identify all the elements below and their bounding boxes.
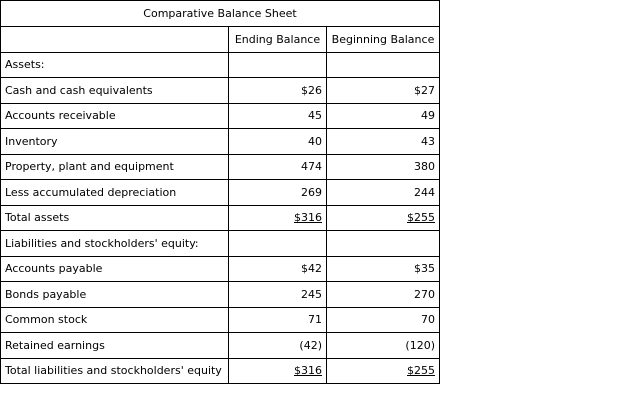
- ending-balance-cell: 45: [229, 103, 327, 129]
- row-label: Total assets: [1, 205, 229, 231]
- table-row: [1, 231, 440, 257]
- beginning-balance-cell: 244: [327, 180, 440, 206]
- ending-total-value: $316: [294, 364, 322, 378]
- beginning-balance-cell: [327, 52, 440, 78]
- row-label: Accounts payable: [1, 256, 229, 282]
- table-row: [1, 129, 440, 155]
- beginning-total-value: $255: [407, 211, 435, 225]
- beginning-balance-cell: [327, 205, 440, 231]
- ending-balance-cell: 269: [229, 180, 327, 206]
- ending-balance-cell: [229, 52, 327, 78]
- title-row: [1, 1, 440, 27]
- row-label: Accounts receivable: [1, 103, 229, 129]
- table-row: [1, 180, 440, 206]
- table-row: [1, 307, 440, 333]
- ending-balance-cell: [229, 205, 327, 231]
- beginning-balance-cell: 380: [327, 154, 440, 180]
- table-row: [1, 52, 440, 78]
- header-row: [1, 27, 440, 53]
- ending-balance-cell: 245: [229, 282, 327, 308]
- beginning-balance-cell: 270: [327, 282, 440, 308]
- table-row: [1, 333, 440, 359]
- row-label: Inventory: [1, 129, 229, 155]
- table-row: [1, 78, 440, 104]
- row-label: Less accumulated depreciation: [1, 180, 229, 206]
- beginning-balance-cell: [327, 231, 440, 257]
- row-label: Bonds payable: [1, 282, 229, 308]
- beginning-balance-cell: (120): [327, 333, 440, 359]
- table-row: [1, 154, 440, 180]
- ending-balance-cell: (42): [229, 333, 327, 359]
- beginning-balance-cell: 43: [327, 129, 440, 155]
- row-label: Liabilities and stockholders' equity:: [1, 231, 229, 257]
- sheet-title: Comparative Balance Sheet: [1, 1, 440, 27]
- beginning-balance-cell: $35: [327, 256, 440, 282]
- table-row: [1, 205, 440, 231]
- row-label: Retained earnings: [1, 333, 229, 359]
- header-ending-balance: Ending Balance: [229, 27, 327, 53]
- ending-balance-cell: 71: [229, 307, 327, 333]
- row-label: Total liabilities and stockholders' equity: [1, 358, 229, 384]
- beginning-total-value: $255: [407, 364, 435, 378]
- ending-balance-cell: [229, 358, 327, 384]
- beginning-balance-cell: 49: [327, 103, 440, 129]
- header-beginning-balance: Beginning Balance: [327, 27, 440, 53]
- ending-balance-cell: $26: [229, 78, 327, 104]
- row-label: Cash and cash equivalents: [1, 78, 229, 104]
- ending-total-value: $316: [294, 211, 322, 225]
- row-label: Property, plant and equipment: [1, 154, 229, 180]
- table-row: [1, 282, 440, 308]
- ending-balance-cell: 474: [229, 154, 327, 180]
- table-row: [1, 358, 440, 384]
- ending-balance-cell: $42: [229, 256, 327, 282]
- beginning-balance-cell: [327, 358, 440, 384]
- beginning-balance-cell: $27: [327, 78, 440, 104]
- table-row: [1, 103, 440, 129]
- ending-balance-cell: [229, 231, 327, 257]
- row-label: Common stock: [1, 307, 229, 333]
- table-row: [1, 256, 440, 282]
- row-label: Assets:: [1, 52, 229, 78]
- beginning-balance-cell: 70: [327, 307, 440, 333]
- header-blank-cell: [1, 27, 229, 53]
- ending-balance-cell: 40: [229, 129, 327, 155]
